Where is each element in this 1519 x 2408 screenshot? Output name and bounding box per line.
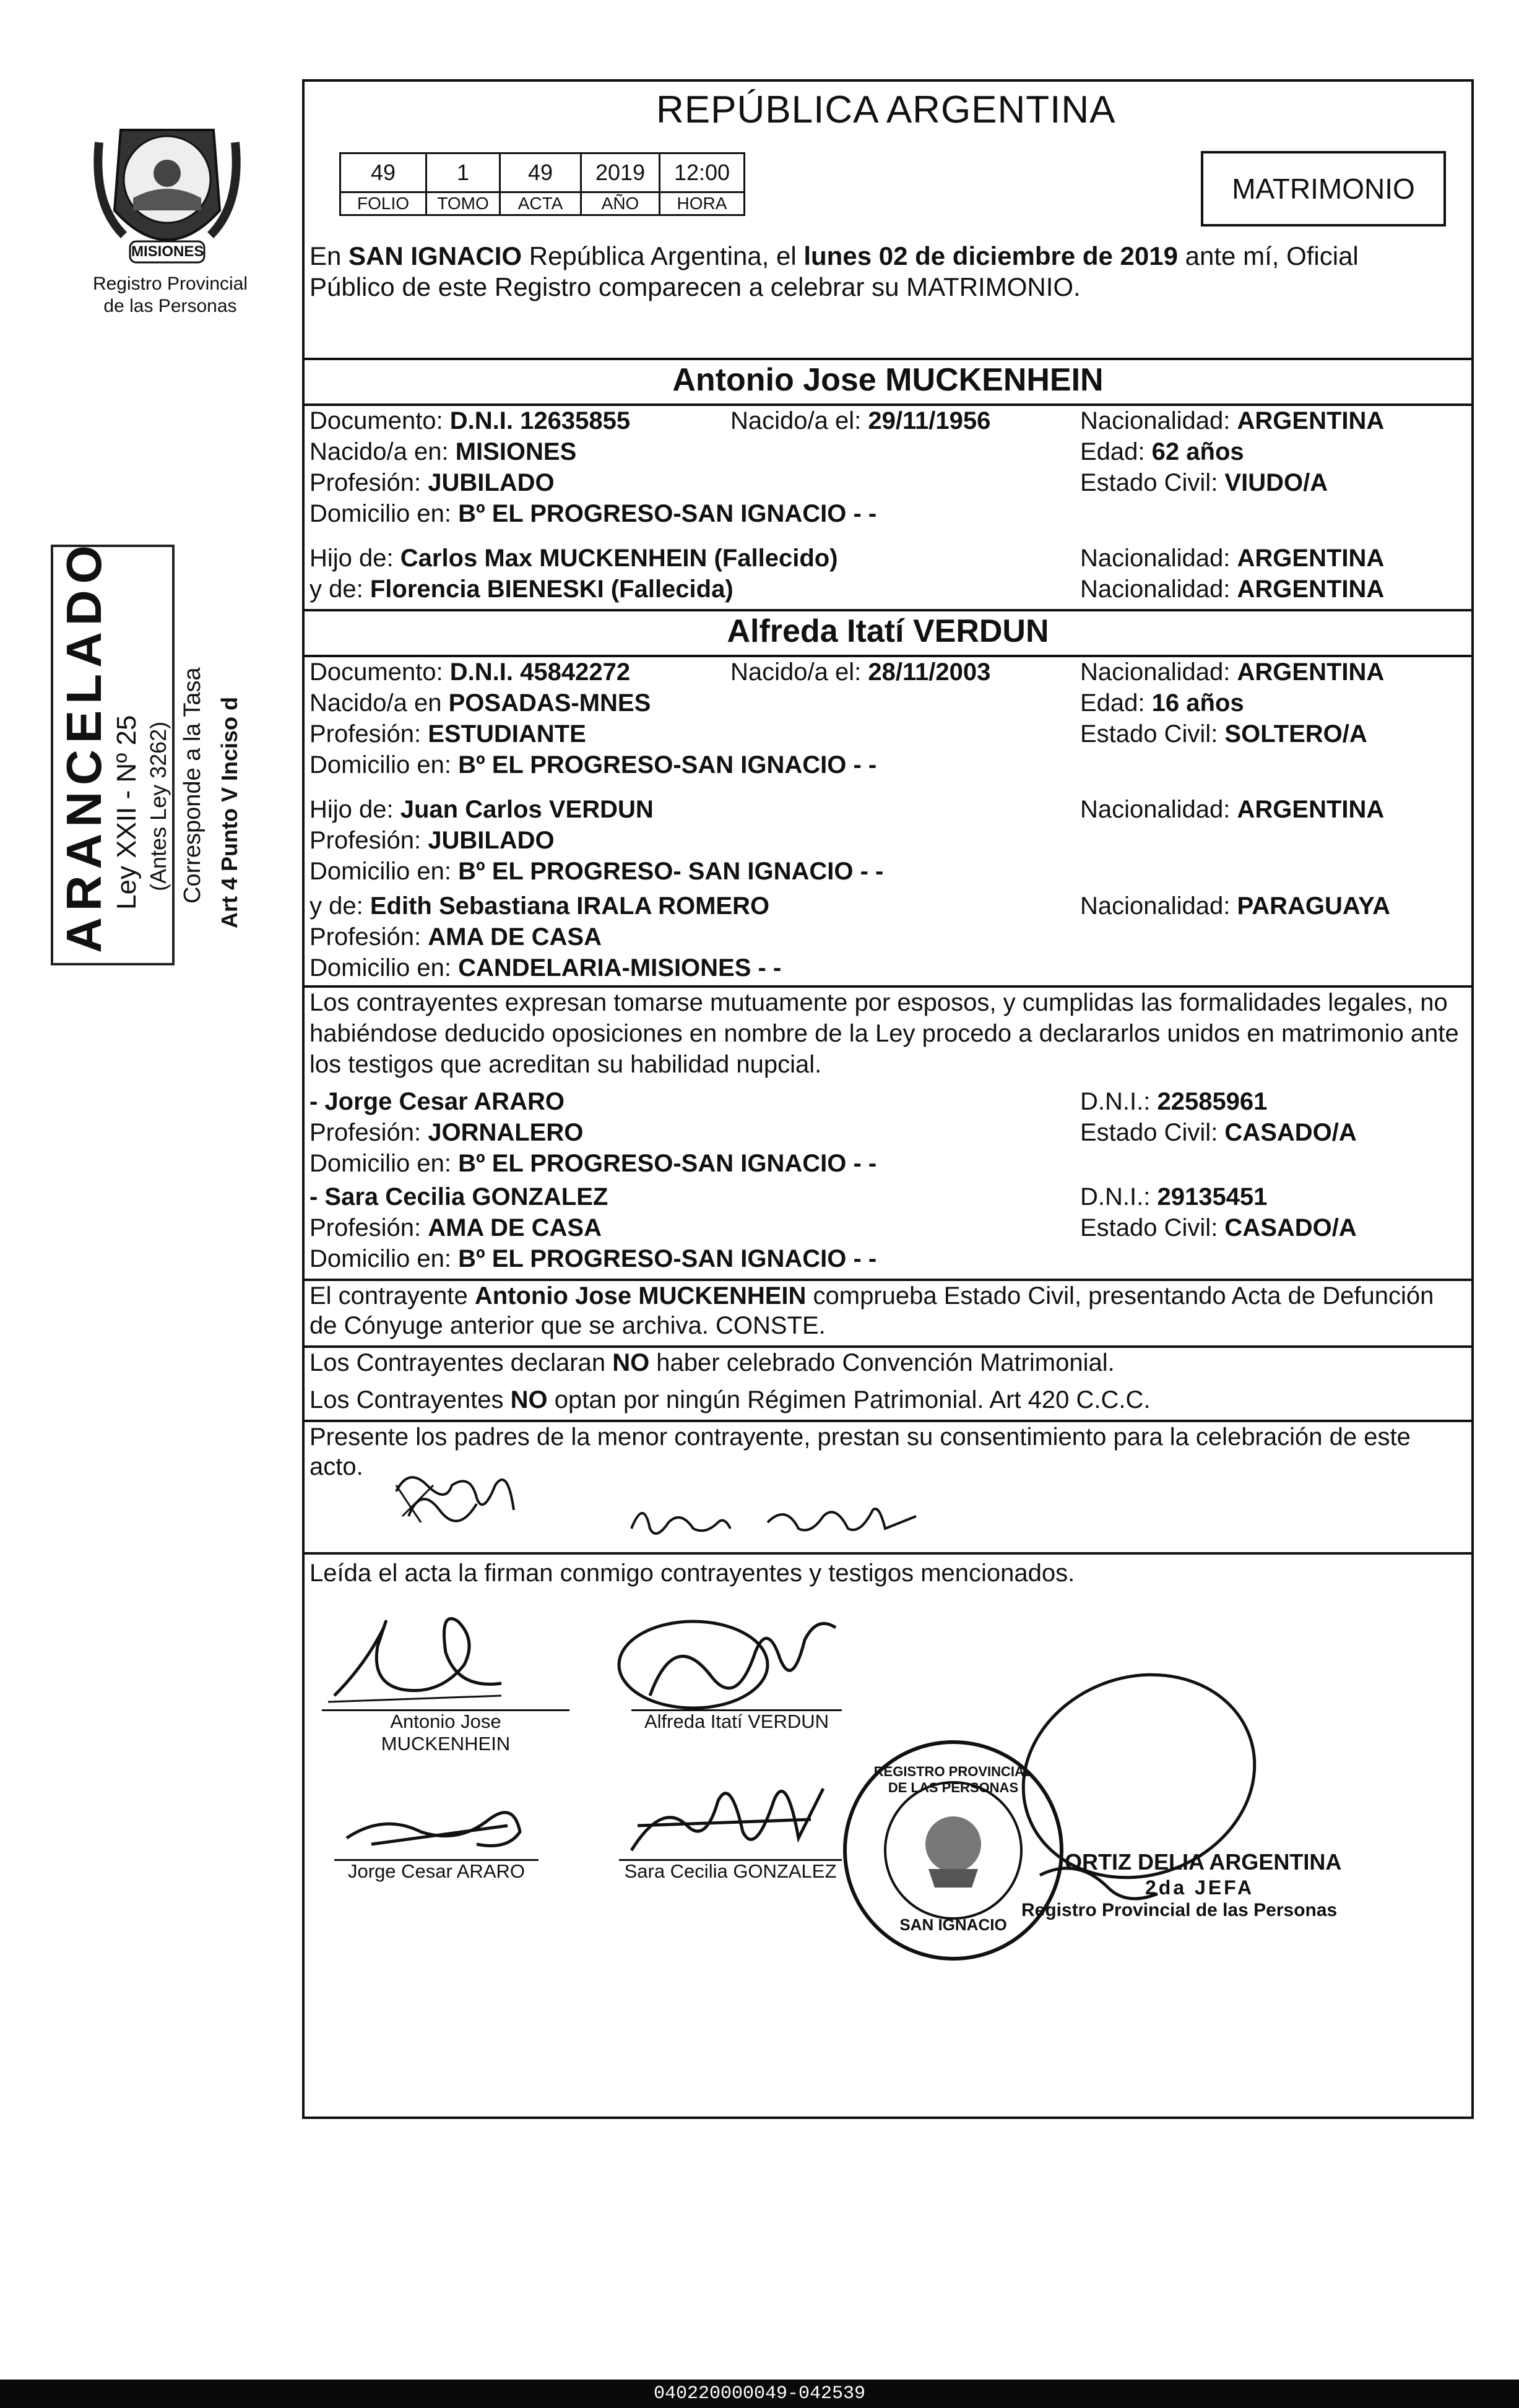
- registry-seal-town: SAN IGNACIO: [899, 1915, 1007, 1934]
- arancelado-law: Ley XXII - Nº 25: [111, 715, 142, 910]
- record-label-folio: FOLIO: [340, 192, 426, 215]
- consent-line1: Presente los padres de la menor contrayente, prestan su consentimiento para la celebración de este: [309, 1423, 1411, 1451]
- registry-name-line2: de las Personas: [103, 296, 237, 316]
- spouse2-father-prof: Profesión: JUBILADO: [309, 827, 555, 854]
- record-hora: 12:00: [660, 153, 745, 192]
- declaration-line3: los testigos que acreditan su habilidad nupcial.: [309, 1051, 822, 1078]
- spouse2-civil: Estado Civil: SOLTERO/A: [1080, 720, 1367, 748]
- witness2-profession: Profesión: AMA DE CASA: [309, 1214, 602, 1241]
- arancelado-fee: Corresponde a la Tasa: [180, 667, 206, 904]
- spouse1-profession: Profesión: JUBILADO: [309, 469, 555, 496]
- civil-status-note: El contrayente Antonio Jose MUCKENHEIN comprueba Estado Civil, presentando Acta de Defunción: [309, 1282, 1434, 1310]
- spouse2-mother-nat: Nacionalidad: PARAGUAYA: [1080, 892, 1390, 920]
- signature-caption-alfreda: Alfreda Itatí VERDUN: [644, 1711, 829, 1732]
- record-acta: 49: [500, 153, 581, 192]
- spouse2-mother-home: Domicilio en: CANDELARIA-MISIONES - -: [309, 954, 782, 982]
- spouse1-nat: Nacionalidad: ARGENTINA: [1080, 407, 1385, 434]
- signature-caption-sara: Sara Cecilia GONZALEZ: [624, 1860, 837, 1882]
- official-office: Registro Provincial de las Personas: [1021, 1900, 1338, 1920]
- country-title: REPÚBLICA ARGENTINA: [656, 88, 1116, 131]
- spouse1-civil: Estado Civil: VIUDO/A: [1080, 469, 1328, 496]
- witness1-dni: D.N.I.: 22585961: [1080, 1088, 1268, 1115]
- spouse2-age: Edad: 16 años: [1080, 689, 1244, 717]
- official-role: 2da JEFA: [1145, 1876, 1255, 1899]
- spouse2-home: Domicilio en: Bº EL PROGRESO-SAN IGNACIO - -: [309, 751, 877, 779]
- registry-seal-ring: REGISTRO PROVINCIAL DE LAS PERSONAS: [873, 1764, 1033, 1795]
- consent-line2: acto.: [309, 1453, 363, 1480]
- witness2-name: - Sara Cecilia GONZALEZ: [309, 1183, 608, 1210]
- record-table: [339, 152, 745, 216]
- intro-date: lunes 02 de diciembre de 2019: [803, 241, 1178, 270]
- spouse1-mother-nat: Nacionalidad: ARGENTINA: [1080, 576, 1385, 603]
- signature-caption-antonio-2: MUCKENHEIN: [381, 1733, 511, 1754]
- convention-note: Los Contrayentes declaran NO haber celebrado Convención Matrimonial.: [309, 1349, 1115, 1376]
- spouse1-mother: y de: Florencia BIENESKI (Fallecida): [309, 576, 734, 603]
- civil-status-note-line2: de Cónyuge anterior que se archiva. CONSTE.: [309, 1312, 826, 1339]
- signature-jorge: [334, 1789, 539, 1863]
- witness2-dni: D.N.I.: 29135451: [1080, 1183, 1268, 1210]
- witness1-home: Domicilio en: Bº EL PROGRESO-SAN IGNACIO - -: [309, 1150, 877, 1177]
- seal-text-top: PROVINCIA DE: [124, 114, 213, 128]
- signature-caption-jorge: Jorge Cesar ARARO: [348, 1860, 525, 1882]
- spouse1-age: Edad: 62 años: [1080, 438, 1244, 465]
- spouse1-born: Nacido/a el: 29/11/1956: [730, 407, 991, 434]
- record-folio: 49: [340, 153, 426, 192]
- parent-signature-2: [625, 1491, 922, 1547]
- official-name: ORTIZ DELIA ARGENTINA: [1065, 1849, 1342, 1875]
- arancelado-text: ARANCELADO: [56, 539, 111, 953]
- spouse1-father-nat: Nacionalidad: ARGENTINA: [1080, 545, 1385, 572]
- registry-name-line1: Registro Provincial: [92, 274, 248, 294]
- parent-signature-1: [384, 1461, 545, 1535]
- witness1-name: - Jorge Cesar ARARO: [309, 1088, 565, 1115]
- spouse1-father: Hijo de: Carlos Max MUCKENHEIN (Fallecido): [309, 545, 838, 572]
- signature-alfreda: [613, 1603, 860, 1720]
- seal-text-bottom: MISIONES: [131, 243, 204, 260]
- witness2-civil: Estado Civil: CASADO/A: [1080, 1214, 1357, 1241]
- declaration-line2: habiéndose deducido oposiciones en nombre de la Ley procedo a declararlos unidos en matrimonio ante: [309, 1020, 1459, 1047]
- spouse2-father: Hijo de: Juan Carlos VERDUN: [309, 796, 654, 823]
- record-label-anio: AÑO: [581, 192, 660, 215]
- spouse2-mother-prof: Profesión: AMA DE CASA: [309, 923, 602, 951]
- intro-place: SAN IGNACIO: [348, 241, 522, 270]
- spouse1-doc: Documento: D.N.I. 12635855: [309, 407, 631, 434]
- intro-line2: Público de este Registro comparecen a celebrar su MATRIMONIO.: [309, 272, 1081, 301]
- reading-note: Leída el acta la firman conmigo contrayentes y testigos mencionados.: [309, 1560, 1075, 1587]
- document-code: 040220000049-042539: [0, 2380, 1519, 2408]
- spouse2-profession: Profesión: ESTUDIANTE: [309, 720, 586, 748]
- spouse2-name: Alfreda Itatí VERDUN: [727, 613, 1049, 649]
- signature-caption-antonio-1: Antonio Jose: [390, 1711, 501, 1732]
- spouse1-home: Domicilio en: Bº EL PROGRESO-SAN IGNACIO - -: [309, 500, 877, 527]
- witness2-home: Domicilio en: Bº EL PROGRESO-SAN IGNACIO - -: [309, 1245, 877, 1272]
- arancelado-law2: (Antes Ley 3262): [145, 721, 171, 891]
- spouse2-father-home: Domicilio en: Bº EL PROGRESO- SAN IGNACIO - -: [309, 858, 884, 885]
- spouse2-mother: y de: Edith Sebastiana IRALA ROMERO: [309, 892, 770, 920]
- record-label-tomo: TOMO: [426, 192, 500, 215]
- arancelado-clause: Art 4 Punto V Inciso d: [217, 696, 242, 928]
- spouse1-name: Antonio Jose MUCKENHEIN: [672, 362, 1104, 398]
- spouse2-birthplace: Nacido/a en POSADAS-MNES: [309, 689, 651, 717]
- spouse2-nat: Nacionalidad: ARGENTINA: [1080, 658, 1385, 686]
- signature-sara: [613, 1764, 848, 1863]
- spouse2-doc: Documento: D.N.I. 45842272: [309, 658, 631, 686]
- record-tomo: 1: [426, 153, 500, 192]
- spouse2-born: Nacido/a el: 28/11/2003: [730, 658, 991, 686]
- spouse2-father-nat: Nacionalidad: ARGENTINA: [1080, 796, 1385, 823]
- act-type-box: MATRIMONIO: [1201, 151, 1446, 227]
- witness1-profession: Profesión: JORNALERO: [309, 1119, 584, 1146]
- regime-note: Los Contrayentes NO optan por ningún Régimen Patrimonial. Art 420 C.C.C.: [309, 1386, 1151, 1413]
- intro-line1: En SAN IGNACIO República Argentina, el lunes 02 de diciembre de 2019 ante mí, Oficial: [309, 241, 1359, 270]
- record-label-hora: HORA: [660, 192, 745, 215]
- record-anio: 2019: [581, 153, 660, 192]
- witness1-civil: Estado Civil: CASADO/A: [1080, 1119, 1357, 1146]
- record-label-acta: ACTA: [500, 192, 581, 215]
- declaration-line1: Los contrayentes expresan tomarse mutuamente por esposos, y cumplidas las formalidades legales, no: [309, 989, 1448, 1016]
- spouse1-birthplace: Nacido/a en: MISIONES: [309, 438, 577, 465]
- signature-antonio: [316, 1590, 551, 1708]
